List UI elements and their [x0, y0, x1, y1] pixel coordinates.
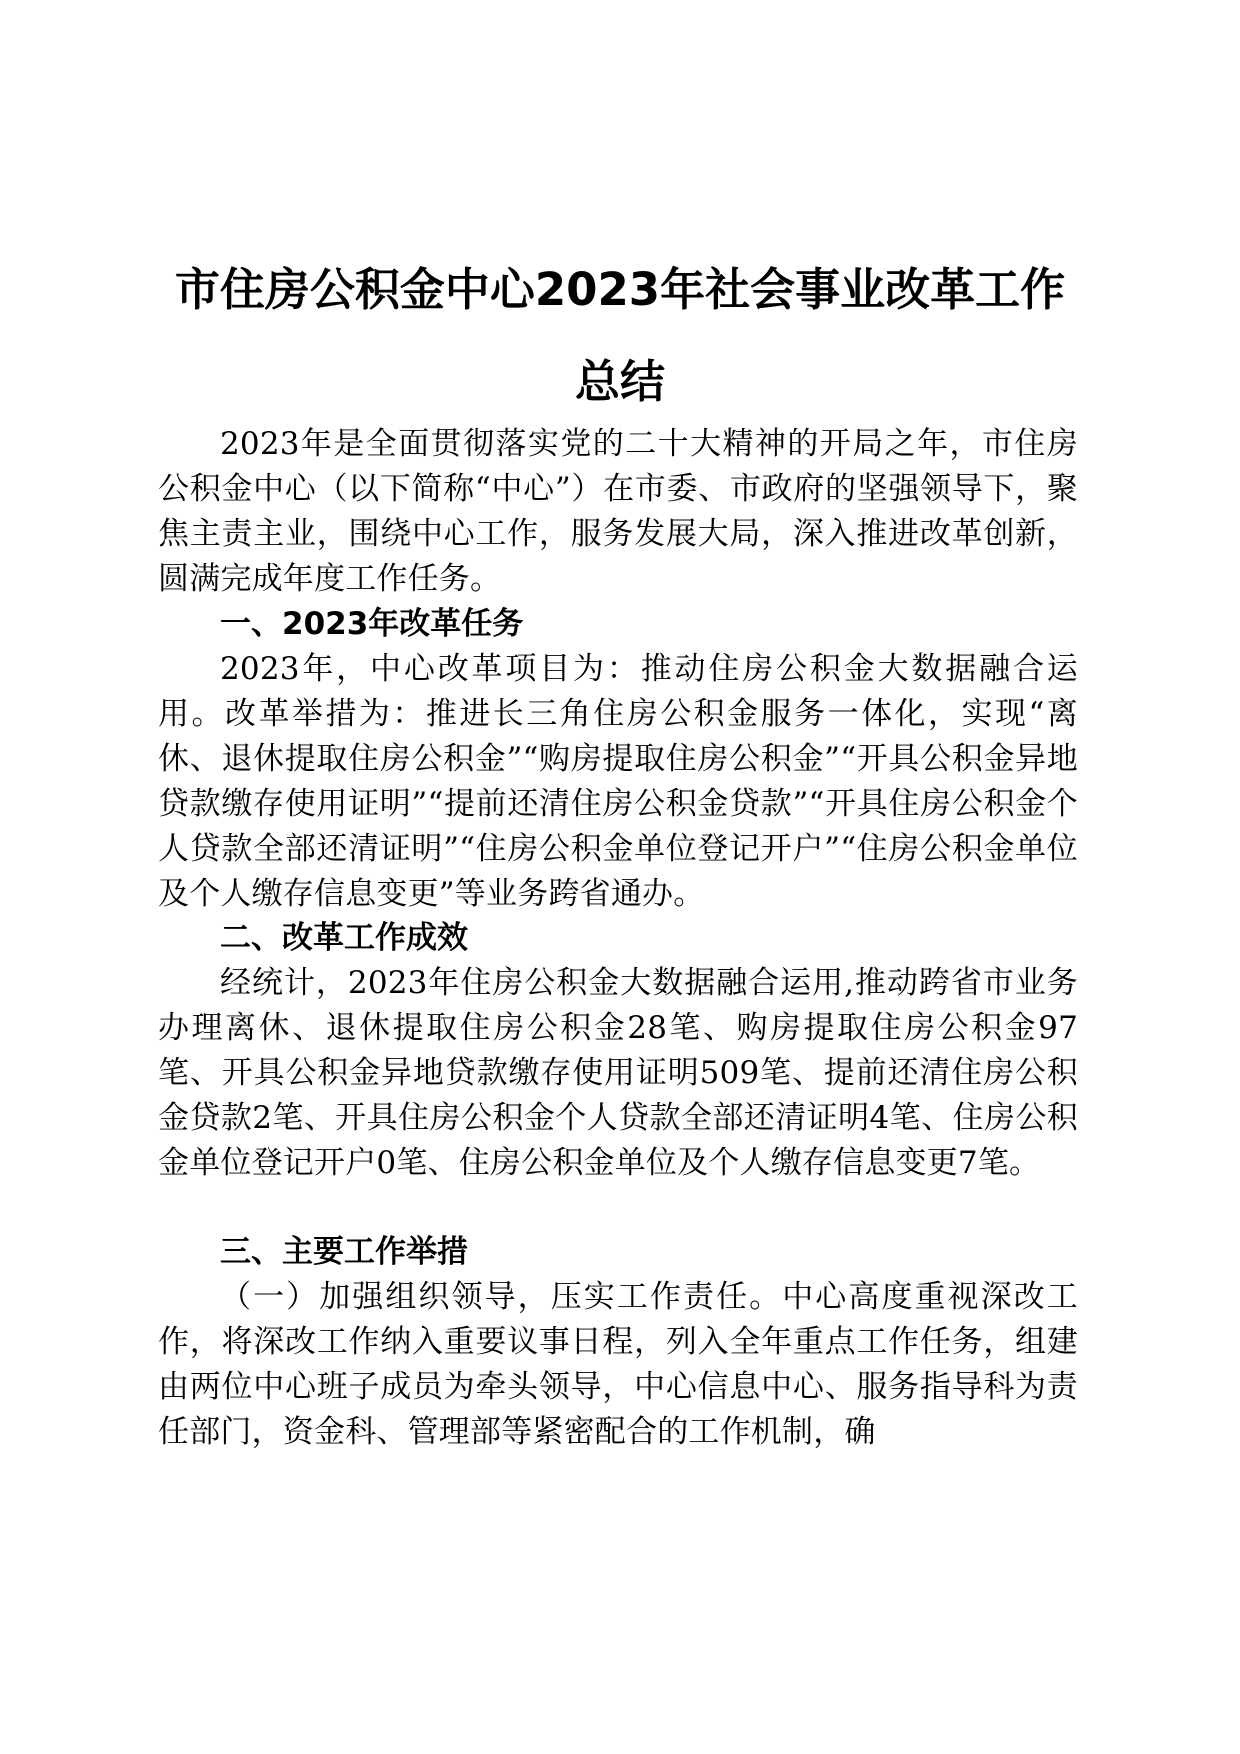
section-2-heading: 二、改革工作成效: [220, 920, 468, 956]
subsection-1-lead: （一）加强组织领导，压实工作责任。: [220, 1279, 783, 1315]
section-1-paragraph: 2023年，中心改革项目为：推动住房公积金大数据融合运用。改革举措为：推进长三角住房公积金服务一体化，实现“离休、退休提取住房公积金”“购房提取住房公积金”“开具公积金异地贷款缴存使用证明”“提前还清住房公积金贷款”“开具住房公积金个人贷款全部还清证明”“住房公积金单位登记开户”“住房公积金单位及个人缴存信息变更”等业务跨省通办。: [158, 651, 1078, 912]
document-title-line-2: 总结: [574, 355, 665, 408]
intro-paragraph: 2023年是全面贯彻落实党的二十大精神的开局之年，市住房公积金中心（以下简称“中心”）在市委、市政府的坚强领导下，聚焦主责主业，围绕中心工作，服务发展大局，深入推进改革创新，圆满完成年度工作任务。: [158, 426, 1078, 597]
section-3-heading: 三、主要工作举措: [220, 1234, 468, 1270]
document-title-line-1: 市住房公积金中心2023年社会事业改革工作: [174, 263, 1066, 316]
section-1-heading: 一、2023年改革任务: [220, 606, 524, 642]
section-2-paragraph: 经统计，2023年住房公积金大数据融合运用,推动跨省市业务办理离休、退休提取住房公积金28笔、购房提取住房公积金97笔、开具公积金异地贷款缴存使用证明509笔、提前还清住房公积金贷款2笔、开具住房公积金个人贷款全部还清证明4笔、住房公积金单位登记开户0笔、住房公积金单位及个人缴存信息变更7笔。: [158, 965, 1078, 1181]
section-3-subsection-1: [158, 1275, 1078, 1455]
subsection-1-text: 中心高度重视深改工作，将深改工作纳入重要议事日程，列入全年重点工作任务，组建由两位中心班子成员为牵头领导，中心信息中心、服务指导科为责任部门，资金科、管理部等紧密配合的工作机制，确: [158, 1279, 1078, 1450]
